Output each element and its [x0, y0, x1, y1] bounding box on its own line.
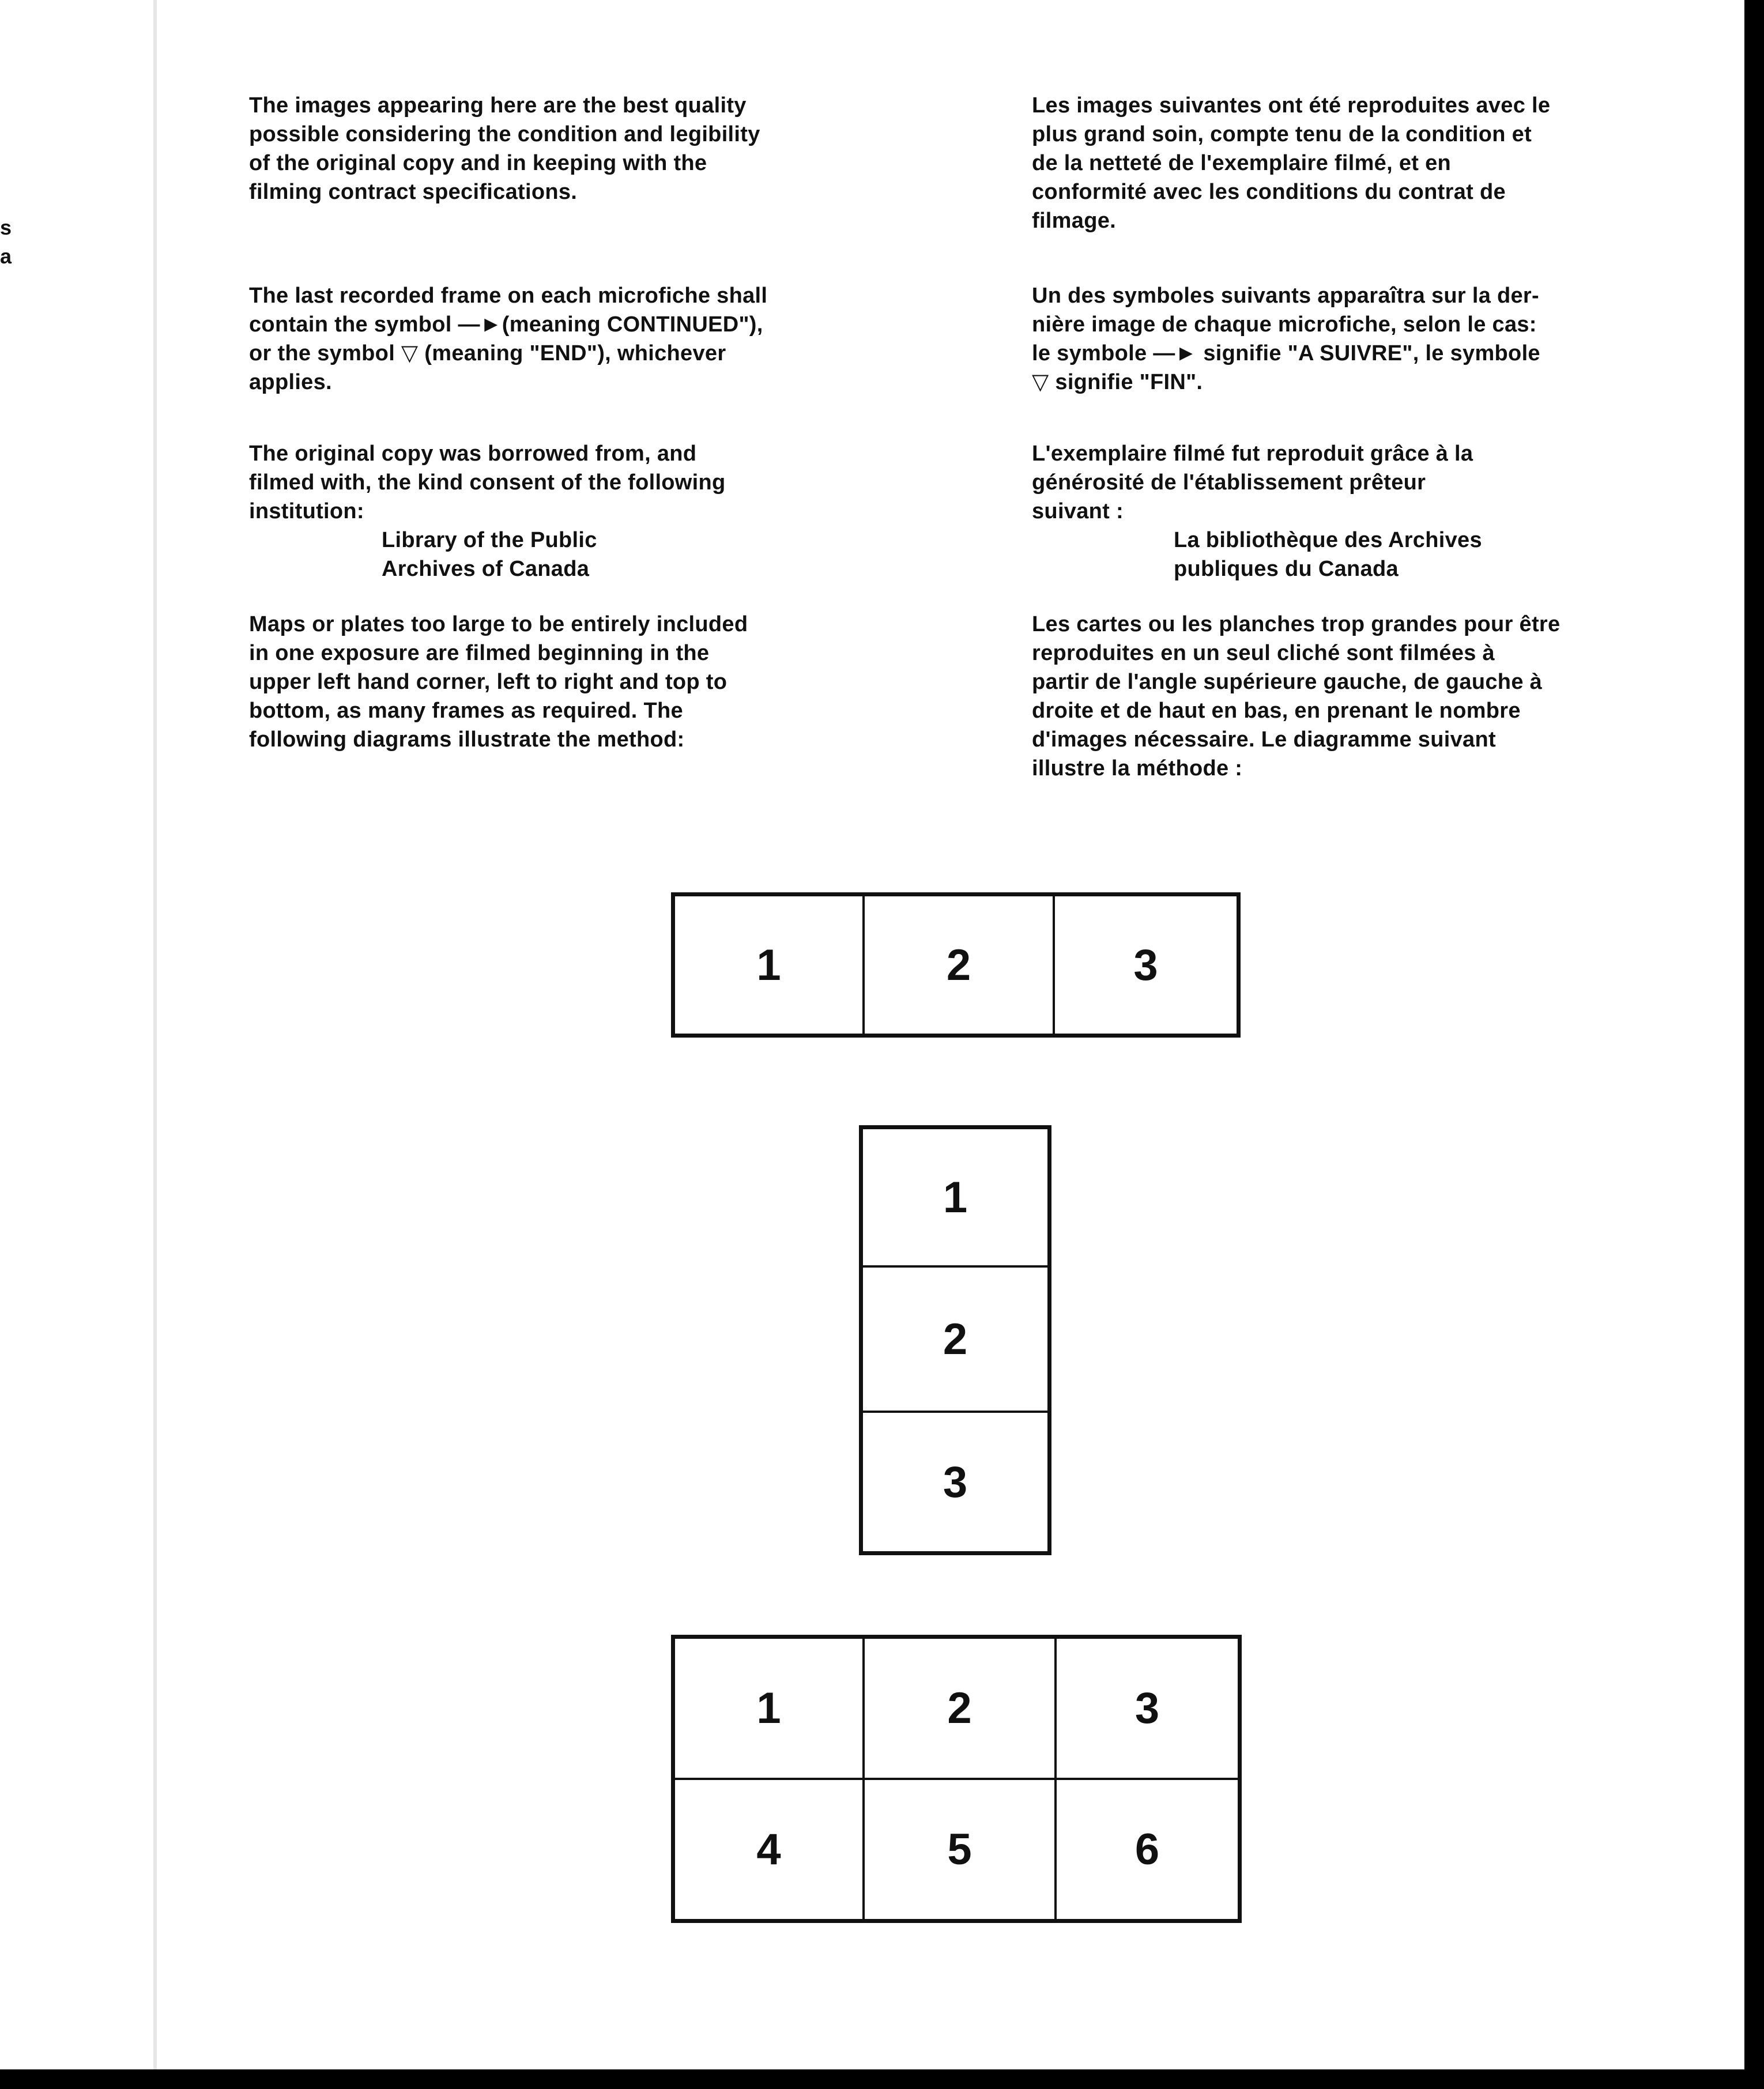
bottom-border — [0, 2069, 1764, 2089]
frame-cell: 1 — [862, 1128, 1049, 1266]
english-paragraph-maps: Maps or plates too large to be entirely included in one exposure are filmed beginning in the upper left hand corner, left to right and top to bottom, as many frames as required. The following diagrams illustrate the method: — [249, 612, 748, 752]
frame-cell: 3 — [862, 1412, 1049, 1552]
french-institution-name: La bibliothèque des Archives publiques du Canada — [1174, 528, 1482, 581]
english-symbol-section — [249, 281, 998, 397]
french-column — [1032, 91, 1741, 235]
strip-fragment-1: s — [0, 216, 12, 239]
english-institution-name: Library of the Public Archives of Canada — [382, 528, 597, 581]
frame-cell: 4 — [674, 1779, 864, 1920]
diagram-horizontal — [671, 892, 1241, 1038]
french-symbol-section — [1032, 281, 1741, 397]
french-paragraph-source: L'exemplaire filmé fut reproduit grâce à la générosité de l'établissement prêteur suivant : — [1032, 442, 1473, 523]
english-paragraph-quality: The images appearing here are the best quality possible considering the condition and legibility of the original copy and in keeping with the filming contract specifications. — [249, 93, 760, 204]
right-border — [1744, 0, 1764, 2089]
frame-cell: 2 — [864, 1638, 1056, 1779]
english-maps-section — [249, 610, 998, 754]
french-paragraph-maps: Les cartes ou les planches trop grandes pour être reproduites en un seul cliché sont filmées à partir de l'angle supérieure gauche, de gauche à droite et de haut en bas, en prenant le nombre d'images nécessaire. Le diagramme suivant illustre la méthode : — [1032, 612, 1561, 780]
frame-cell: 1 — [674, 1638, 864, 1779]
frame-cell: 6 — [1056, 1779, 1239, 1920]
english-paragraph-symbols: The last recorded frame on each microfiche shall contain the symbol —►(meaning CONTINUED"), or the symbol ▽ (meaning "END"), whichever applies. — [249, 284, 768, 394]
english-paragraph-source: The original copy was borrowed from, and filmed with, the kind consent of the following institution: — [249, 442, 726, 523]
frame-cell: 2 — [862, 1266, 1049, 1412]
english-column — [249, 91, 998, 206]
diagram-vertical — [859, 1125, 1051, 1555]
frame-cell: 3 — [1056, 1638, 1239, 1779]
frame-cell: 2 — [864, 895, 1054, 1035]
adjacent-page-strip — [0, 0, 154, 2089]
page-fold-shadow — [153, 0, 157, 2089]
french-maps-section — [1032, 610, 1741, 783]
english-source-section — [249, 439, 998, 583]
french-paragraph-quality: Les images suivantes ont été reproduites avec le plus grand soin, compte tenu de la condition et de la netteté de l'exemplaire filmé, et en conformité avec les conditions du contrat de filmage. — [1032, 93, 1551, 233]
frame-cell: 5 — [864, 1779, 1056, 1920]
frame-cell: 1 — [674, 895, 864, 1035]
diagram-grid — [671, 1635, 1242, 1923]
french-paragraph-symbols: Un des symboles suivants apparaîtra sur la der- nière image de chaque microfiche, selon le cas: le symbole —► signifie "A SUIVRE", le symbole ▽ signifie "FIN". — [1032, 284, 1540, 394]
strip-fragment-2: a — [0, 244, 12, 268]
french-source-section — [1032, 439, 1741, 583]
frame-cell: 3 — [1054, 895, 1238, 1035]
